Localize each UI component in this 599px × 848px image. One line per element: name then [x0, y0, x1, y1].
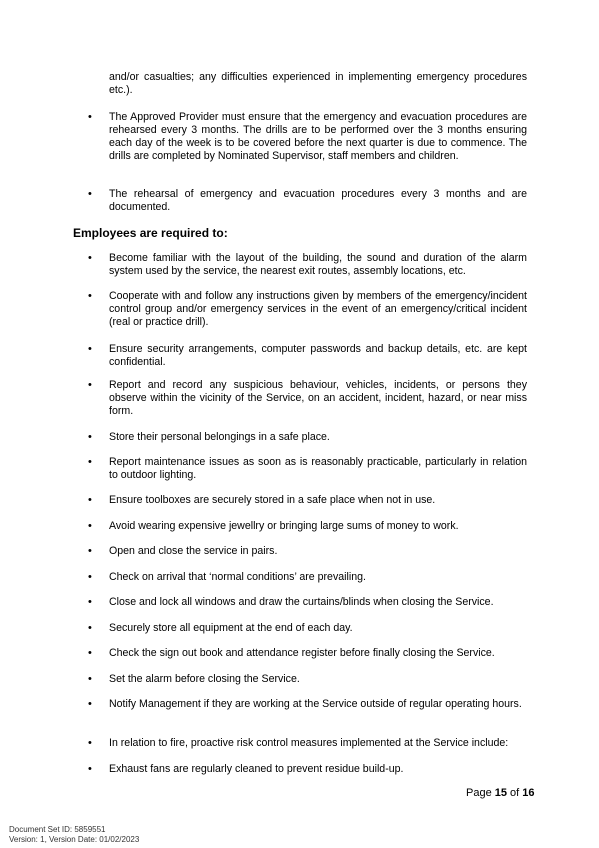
list-item: • Notify Management if they are working at the Service outside of regular operating hours.: [109, 698, 527, 711]
list-item: • In relation to fire, proactive risk control measures implemented at the Service include:: [109, 737, 527, 750]
page-number-total: 16: [522, 787, 535, 799]
page-number: [466, 786, 535, 800]
list-item: • Ensure toolboxes are securely stored in a safe place when not in use.: [109, 494, 527, 507]
list-item: • Cooperate with and follow any instructions given by members of the emergency/incident control group and/or emergency services in the event of an emergency/critical incident (real or practice drill).: [109, 290, 527, 329]
list-item: • Securely store all equipment at the end of each day.: [109, 622, 527, 635]
page-number-separator: of: [507, 787, 523, 799]
list-item: • Ensure security arrangements, computer passwords and backup details, etc. are kept confidential.: [109, 343, 527, 369]
list-item: • Close and lock all windows and draw the curtains/blinds when closing the Service.: [109, 596, 527, 609]
page-number-prefix: Page: [466, 787, 495, 799]
employees-heading: Employees are required to:: [73, 226, 228, 240]
page-number-current: 15: [494, 787, 507, 799]
continuation-paragraph: and/or casualties; any difficulties experienced in implementing emergency procedures etc.).: [109, 71, 527, 96]
version-info: Version: 1, Version Date: 01/02/2023: [9, 835, 140, 844]
list-item: • Become familiar with the layout of the building, the sound and duration of the alarm system used by the service, the nearest exit routes, assembly locations, etc.: [109, 252, 527, 278]
list-item: • Store their personal belongings in a safe place.: [109, 431, 527, 444]
list-item: • Avoid wearing expensive jewellry or bringing large sums of money to work.: [109, 520, 527, 533]
document-set-id: Document Set ID: 5859551: [9, 825, 106, 834]
list-item: • Open and close the service in pairs.: [109, 545, 527, 558]
list-item: • Exhaust fans are regularly cleaned to prevent residue build-up.: [109, 763, 527, 776]
list-item: • Report maintenance issues as soon as is reasonably practicable, particularly in relation to outdoor lighting.: [109, 456, 527, 482]
list-item: • The rehearsal of emergency and evacuation procedures every 3 months and are documented.: [109, 188, 527, 214]
list-item: • Check on arrival that ‘normal conditions’ are prevailing.: [109, 571, 527, 584]
document-footer: [9, 825, 139, 845]
list-item: • Check the sign out book and attendance register before finally closing the Service.: [109, 647, 527, 660]
list-item: • The Approved Provider must ensure that the emergency and evacuation procedures are rehearsed every 3 months. The drills are to be performed over the 3 months ensuring each day of the week is to be covered before the next quarter is due to commence. The drills are completed by Nominated Supervisor, staff members and children.: [109, 111, 527, 163]
list-item: • Set the alarm before closing the Service.: [109, 673, 527, 686]
list-item: • Report and record any suspicious behaviour, vehicles, incidents, or persons they observe within the vicinity of the Service, on an accident, incident, hazard, or near miss form.: [109, 379, 527, 418]
